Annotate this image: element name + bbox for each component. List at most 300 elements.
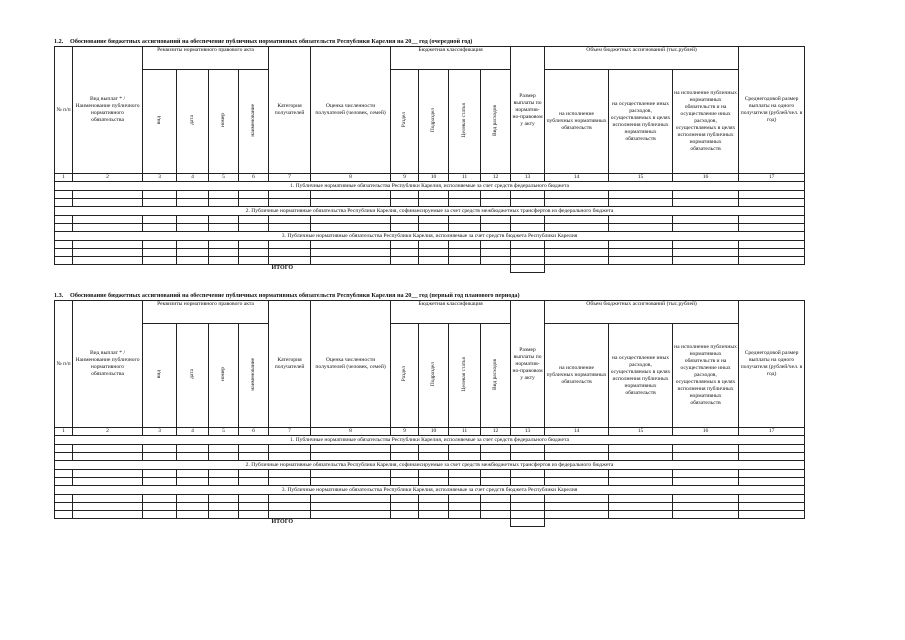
table-cell[interactable]	[239, 503, 269, 511]
table-cell[interactable]	[143, 503, 177, 511]
column-index-row	[55, 174, 805, 182]
table-cell[interactable]	[143, 445, 177, 453]
column-index-row	[55, 428, 805, 436]
table-cell[interactable]	[269, 445, 311, 453]
table-cell[interactable]	[449, 191, 481, 199]
table-cell[interactable]	[739, 445, 805, 453]
table-cell[interactable]	[609, 257, 673, 265]
table-cell[interactable]	[545, 191, 609, 199]
table-cell[interactable]	[511, 478, 545, 486]
table-cell[interactable]	[391, 470, 419, 478]
table-cell[interactable]	[209, 453, 239, 461]
table-cell[interactable]	[511, 511, 545, 519]
table-cell[interactable]	[311, 224, 391, 232]
budget-table	[54, 46, 805, 273]
table-cell[interactable]	[239, 216, 269, 224]
table-cell[interactable]	[545, 445, 609, 453]
table-cell[interactable]	[673, 224, 739, 232]
table-cell[interactable]	[391, 224, 419, 232]
table-cell[interactable]	[239, 511, 269, 519]
table-cell[interactable]	[55, 224, 73, 232]
header-act-number: номер	[209, 324, 239, 428]
table-cell[interactable]	[739, 191, 805, 199]
table-cell[interactable]	[209, 257, 239, 265]
total-row	[55, 265, 805, 273]
table-cell[interactable]	[311, 241, 391, 249]
table-cell[interactable]	[177, 191, 209, 199]
table-cell[interactable]	[239, 199, 269, 207]
table-cell[interactable]	[449, 470, 481, 478]
table-cell[interactable]	[239, 224, 269, 232]
category-label: 1. Публичные нормативные обязательства Республики Карелия, исполняемые за счет средств федерального бюджета	[55, 436, 805, 445]
table-cell[interactable]	[73, 511, 143, 519]
table-cell[interactable]	[609, 199, 673, 207]
table-cell[interactable]	[311, 257, 391, 265]
table-cell[interactable]	[609, 511, 673, 519]
table-cell[interactable]	[481, 216, 511, 224]
table-cell[interactable]	[239, 495, 269, 503]
table-cell[interactable]	[391, 249, 419, 257]
table-cell[interactable]	[73, 224, 143, 232]
table-cell[interactable]	[391, 191, 419, 199]
table-cell[interactable]	[311, 216, 391, 224]
table-cell[interactable]	[481, 241, 511, 249]
table-cell[interactable]	[269, 503, 311, 511]
table-cell[interactable]	[143, 216, 177, 224]
table-cell[interactable]	[239, 453, 269, 461]
table-cell[interactable]	[177, 511, 209, 519]
table-cell[interactable]	[177, 453, 209, 461]
table-cell[interactable]	[511, 224, 545, 232]
table-cell[interactable]	[269, 224, 311, 232]
table-cell[interactable]	[55, 445, 73, 453]
table-cell[interactable]	[739, 511, 805, 519]
table-cell[interactable]	[419, 216, 449, 224]
column-index-cell: 12	[481, 174, 511, 182]
table-row	[55, 445, 805, 453]
table-cell[interactable]	[391, 478, 419, 486]
table-cell[interactable]	[311, 249, 391, 257]
table-cell[interactable]	[739, 216, 805, 224]
table-cell[interactable]	[73, 199, 143, 207]
table-cell[interactable]	[143, 453, 177, 461]
table-cell[interactable]	[673, 216, 739, 224]
category-row	[55, 232, 805, 241]
table-cell[interactable]	[449, 249, 481, 257]
table-row	[55, 511, 805, 519]
table-cell[interactable]	[481, 257, 511, 265]
table-cell[interactable]	[419, 199, 449, 207]
table-cell[interactable]	[177, 249, 209, 257]
table-cell[interactable]	[545, 199, 609, 207]
header-act-date: дата	[177, 324, 209, 428]
table-cell[interactable]	[391, 257, 419, 265]
table-cell[interactable]	[449, 199, 481, 207]
table-cell[interactable]	[269, 470, 311, 478]
column-index-cell: 5	[209, 174, 239, 182]
header-category: Категория получателей	[269, 301, 311, 428]
table-cell[interactable]	[55, 478, 73, 486]
table-cell[interactable]	[419, 511, 449, 519]
table-cell[interactable]	[545, 453, 609, 461]
table-cell[interactable]	[449, 495, 481, 503]
column-index-cell: 17	[739, 174, 805, 182]
table-cell[interactable]	[673, 511, 739, 519]
table-cell[interactable]	[545, 503, 609, 511]
total-label: ИТОГО	[55, 265, 511, 273]
table-cell[interactable]	[269, 199, 311, 207]
column-index-cell: 7	[269, 174, 311, 182]
total-cell[interactable]	[511, 265, 545, 273]
table-cell[interactable]	[177, 224, 209, 232]
table-cell[interactable]	[511, 503, 545, 511]
table-cell[interactable]	[419, 470, 449, 478]
table-cell[interactable]	[449, 503, 481, 511]
category-row	[55, 207, 805, 216]
table-cell[interactable]	[55, 241, 73, 249]
category-row	[55, 461, 805, 470]
table-cell[interactable]	[209, 191, 239, 199]
table-cell[interactable]	[449, 511, 481, 519]
table-cell[interactable]	[609, 224, 673, 232]
table-cell[interactable]	[143, 249, 177, 257]
table-cell[interactable]	[55, 470, 73, 478]
header-avg: Среднегодовой размер выплаты на одного получателя (рублей/чел. в год)	[739, 301, 805, 428]
table-cell[interactable]	[449, 445, 481, 453]
header-budget-group: Бюджетная классификация	[391, 47, 511, 70]
table-cell[interactable]	[311, 495, 391, 503]
table-cell[interactable]	[481, 503, 511, 511]
table-cell[interactable]	[73, 453, 143, 461]
table-cell[interactable]	[55, 191, 73, 199]
table-cell[interactable]	[419, 478, 449, 486]
table-cell[interactable]	[269, 191, 311, 199]
table-cell[interactable]	[311, 445, 391, 453]
table-cell[interactable]	[511, 241, 545, 249]
table-cell[interactable]	[609, 495, 673, 503]
table-cell[interactable]	[73, 470, 143, 478]
column-index-cell: 5	[209, 428, 239, 436]
table-row	[55, 224, 805, 232]
header-vol15: на осуществление иных расходов, осуществляемых в целях исполнения публичных нормативных обязательств	[609, 70, 673, 174]
table-cell[interactable]	[55, 249, 73, 257]
table-cell[interactable]	[481, 453, 511, 461]
table-cell[interactable]	[545, 241, 609, 249]
table-cell[interactable]	[481, 199, 511, 207]
table-cell[interactable]	[73, 478, 143, 486]
table-cell[interactable]	[673, 199, 739, 207]
table-cell[interactable]	[449, 224, 481, 232]
header-target: Целевая статья	[449, 70, 481, 174]
table-cell[interactable]	[673, 503, 739, 511]
table-cell[interactable]	[545, 495, 609, 503]
table-cell[interactable]	[209, 224, 239, 232]
table-cell[interactable]	[55, 199, 73, 207]
table-cell[interactable]	[269, 495, 311, 503]
table-cell[interactable]	[545, 216, 609, 224]
header-row-sub	[55, 70, 805, 174]
table-cell[interactable]	[239, 445, 269, 453]
table-cell[interactable]	[177, 216, 209, 224]
table-cell[interactable]	[177, 495, 209, 503]
table-cell[interactable]	[311, 470, 391, 478]
table-cell[interactable]	[449, 257, 481, 265]
table-cell[interactable]	[311, 511, 391, 519]
column-index-cell: 7	[269, 428, 311, 436]
table-cell[interactable]	[609, 241, 673, 249]
table-cell[interactable]	[55, 495, 73, 503]
header-payment: Вид выплат * / Наименование публичного нормативного обязательства	[73, 301, 143, 428]
table-cell[interactable]	[311, 503, 391, 511]
column-index-cell: 4	[177, 174, 209, 182]
table-cell[interactable]	[545, 470, 609, 478]
table-cell[interactable]	[419, 224, 449, 232]
table-cell[interactable]	[609, 249, 673, 257]
table-cell[interactable]	[143, 495, 177, 503]
table-cell[interactable]	[481, 224, 511, 232]
table-cell[interactable]	[739, 470, 805, 478]
table-cell[interactable]	[673, 478, 739, 486]
table-cell[interactable]	[739, 503, 805, 511]
table-cell[interactable]	[391, 453, 419, 461]
table-cell[interactable]	[419, 495, 449, 503]
table-cell[interactable]	[511, 199, 545, 207]
table-cell[interactable]	[55, 257, 73, 265]
table-cell[interactable]	[419, 191, 449, 199]
table-cell[interactable]	[311, 191, 391, 199]
header-size: Размер выплаты по норматив-но-правовом у акту	[511, 301, 545, 428]
table-cell[interactable]	[143, 241, 177, 249]
table-cell[interactable]	[311, 199, 391, 207]
table-cell[interactable]	[739, 453, 805, 461]
header-category: Категория получателей	[269, 47, 311, 174]
table-cell[interactable]	[73, 503, 143, 511]
table-cell[interactable]	[449, 478, 481, 486]
table-row	[55, 453, 805, 461]
table-cell[interactable]	[209, 199, 239, 207]
column-index-cell: 10	[419, 174, 449, 182]
table-row	[55, 503, 805, 511]
table-cell[interactable]	[73, 445, 143, 453]
table-cell[interactable]	[73, 241, 143, 249]
table-cell[interactable]	[609, 470, 673, 478]
table-cell[interactable]	[177, 199, 209, 207]
table-cell[interactable]	[143, 478, 177, 486]
table-cell[interactable]	[269, 216, 311, 224]
table-cell[interactable]	[609, 445, 673, 453]
table-cell[interactable]	[511, 453, 545, 461]
table-cell[interactable]	[55, 503, 73, 511]
table-cell[interactable]	[269, 249, 311, 257]
table-row	[55, 191, 805, 199]
table-cell[interactable]	[449, 453, 481, 461]
column-index-cell: 15	[609, 428, 673, 436]
table-cell[interactable]	[609, 478, 673, 486]
header-avg: Среднегодовой размер выплаты на одного получателя (рублей/чел. в год)	[739, 47, 805, 174]
table-row	[55, 216, 805, 224]
table-cell[interactable]	[143, 257, 177, 265]
total-row	[55, 519, 805, 527]
table-cell[interactable]	[673, 257, 739, 265]
table-cell[interactable]	[481, 470, 511, 478]
table-cell[interactable]	[209, 470, 239, 478]
table-cell[interactable]	[673, 495, 739, 503]
table-cell[interactable]	[209, 478, 239, 486]
table-cell[interactable]	[239, 478, 269, 486]
table-cell[interactable]	[545, 224, 609, 232]
table-row	[55, 241, 805, 249]
table-cell[interactable]	[209, 241, 239, 249]
table-cell[interactable]	[177, 478, 209, 486]
table-cell[interactable]	[481, 495, 511, 503]
table-cell[interactable]	[673, 191, 739, 199]
header-payment: Вид выплат * / Наименование публичного нормативного обязательства	[73, 47, 143, 174]
total-label: ИТОГО	[55, 519, 511, 527]
table-cell[interactable]	[143, 191, 177, 199]
table-cell[interactable]	[739, 495, 805, 503]
table-cell[interactable]	[481, 478, 511, 486]
table-cell[interactable]	[269, 453, 311, 461]
table-cell[interactable]	[511, 249, 545, 257]
table-cell[interactable]	[419, 241, 449, 249]
table-cell[interactable]	[449, 241, 481, 249]
table-cell[interactable]	[311, 478, 391, 486]
table-cell[interactable]	[609, 191, 673, 199]
table-cell[interactable]	[739, 224, 805, 232]
table-cell[interactable]	[511, 470, 545, 478]
table-cell[interactable]	[73, 216, 143, 224]
header-section: Раздел	[391, 70, 419, 174]
table-cell[interactable]	[177, 257, 209, 265]
table-cell[interactable]	[391, 495, 419, 503]
table-cell[interactable]	[177, 241, 209, 249]
table-cell[interactable]	[545, 478, 609, 486]
table-cell[interactable]	[545, 249, 609, 257]
table-cell[interactable]	[143, 470, 177, 478]
table-cell[interactable]	[73, 249, 143, 257]
table-cell[interactable]	[391, 445, 419, 453]
table-cell[interactable]	[609, 216, 673, 224]
table-cell[interactable]	[143, 224, 177, 232]
table-cell[interactable]	[419, 503, 449, 511]
header-subsection: Подраздел	[419, 324, 449, 428]
table-cell[interactable]	[177, 470, 209, 478]
table-cell[interactable]	[481, 249, 511, 257]
table-cell[interactable]	[239, 191, 269, 199]
table-cell[interactable]	[673, 241, 739, 249]
table-cell[interactable]	[177, 503, 209, 511]
table-cell[interactable]	[419, 257, 449, 265]
table-cell[interactable]	[269, 511, 311, 519]
table-cell[interactable]	[609, 503, 673, 511]
column-index-cell: 8	[311, 428, 391, 436]
table-cell[interactable]	[239, 249, 269, 257]
table-cell[interactable]	[391, 511, 419, 519]
table-cell[interactable]	[177, 445, 209, 453]
table-cell[interactable]	[239, 257, 269, 265]
table-cell[interactable]	[739, 478, 805, 486]
table-cell[interactable]	[511, 495, 545, 503]
table-cell[interactable]	[209, 249, 239, 257]
table-cell[interactable]	[269, 257, 311, 265]
table-cell[interactable]	[545, 257, 609, 265]
table-cell[interactable]	[673, 445, 739, 453]
header-subsection: Подраздел	[419, 70, 449, 174]
table-cell[interactable]	[73, 191, 143, 199]
table-cell[interactable]	[419, 453, 449, 461]
table-cell[interactable]	[73, 257, 143, 265]
table-cell[interactable]	[143, 199, 177, 207]
header-act-name: наименование	[239, 324, 269, 428]
header-estimate: Оценка численности получателей (человек, семей)	[311, 47, 391, 174]
table-cell[interactable]	[391, 503, 419, 511]
table-cell[interactable]	[739, 249, 805, 257]
header-budget-group: Бюджетная классификация	[391, 301, 511, 324]
header-act-type: вид	[143, 70, 177, 174]
table-cell[interactable]	[673, 453, 739, 461]
table-cell[interactable]	[511, 191, 545, 199]
header-num: № п/п	[55, 301, 73, 428]
table-cell[interactable]	[511, 257, 545, 265]
table-cell[interactable]	[419, 249, 449, 257]
table-cell[interactable]	[209, 445, 239, 453]
table-cell[interactable]	[269, 241, 311, 249]
table-cell[interactable]	[739, 257, 805, 265]
table-cell[interactable]	[511, 445, 545, 453]
table-cell[interactable]	[209, 511, 239, 519]
table-cell[interactable]	[545, 511, 609, 519]
table-cell[interactable]	[55, 511, 73, 519]
table-cell[interactable]	[609, 453, 673, 461]
column-index-cell: 14	[545, 174, 609, 182]
table-cell[interactable]	[673, 249, 739, 257]
header-act-group: Реквизиты нормативного правового акта	[143, 301, 269, 324]
column-index-cell: 11	[449, 174, 481, 182]
table-cell[interactable]	[239, 241, 269, 249]
table-cell[interactable]	[481, 511, 511, 519]
table-cell[interactable]	[209, 216, 239, 224]
header-size: Размер выплаты по норматив-но-правовом у акту	[511, 47, 545, 174]
table-cell[interactable]	[739, 241, 805, 249]
budget-section	[54, 38, 804, 273]
table-cell[interactable]	[73, 495, 143, 503]
table-cell[interactable]	[209, 503, 239, 511]
total-cell[interactable]	[511, 519, 545, 527]
table-cell[interactable]	[209, 495, 239, 503]
header-target: Целевая статья	[449, 324, 481, 428]
column-index-cell: 16	[673, 174, 739, 182]
table-cell[interactable]	[449, 216, 481, 224]
column-index-cell: 9	[391, 428, 419, 436]
table-cell[interactable]	[391, 216, 419, 224]
table-cell[interactable]	[391, 199, 419, 207]
table-cell[interactable]	[481, 191, 511, 199]
table-cell[interactable]	[55, 216, 73, 224]
table-cell[interactable]	[143, 511, 177, 519]
table-cell[interactable]	[739, 199, 805, 207]
table-cell[interactable]	[511, 216, 545, 224]
category-row	[55, 182, 805, 191]
table-cell[interactable]	[311, 453, 391, 461]
table-cell[interactable]	[481, 445, 511, 453]
table-cell[interactable]	[239, 470, 269, 478]
table-cell[interactable]	[391, 241, 419, 249]
table-cell[interactable]	[419, 445, 449, 453]
header-vol16: на исполнение публичных нормативных обязательств и на осуществление иных расходов, осуществляемых в целях исполнения публичных нормативных обязательств	[673, 324, 739, 428]
table-cell[interactable]	[55, 453, 73, 461]
table-cell[interactable]	[269, 478, 311, 486]
table-cell[interactable]	[673, 470, 739, 478]
